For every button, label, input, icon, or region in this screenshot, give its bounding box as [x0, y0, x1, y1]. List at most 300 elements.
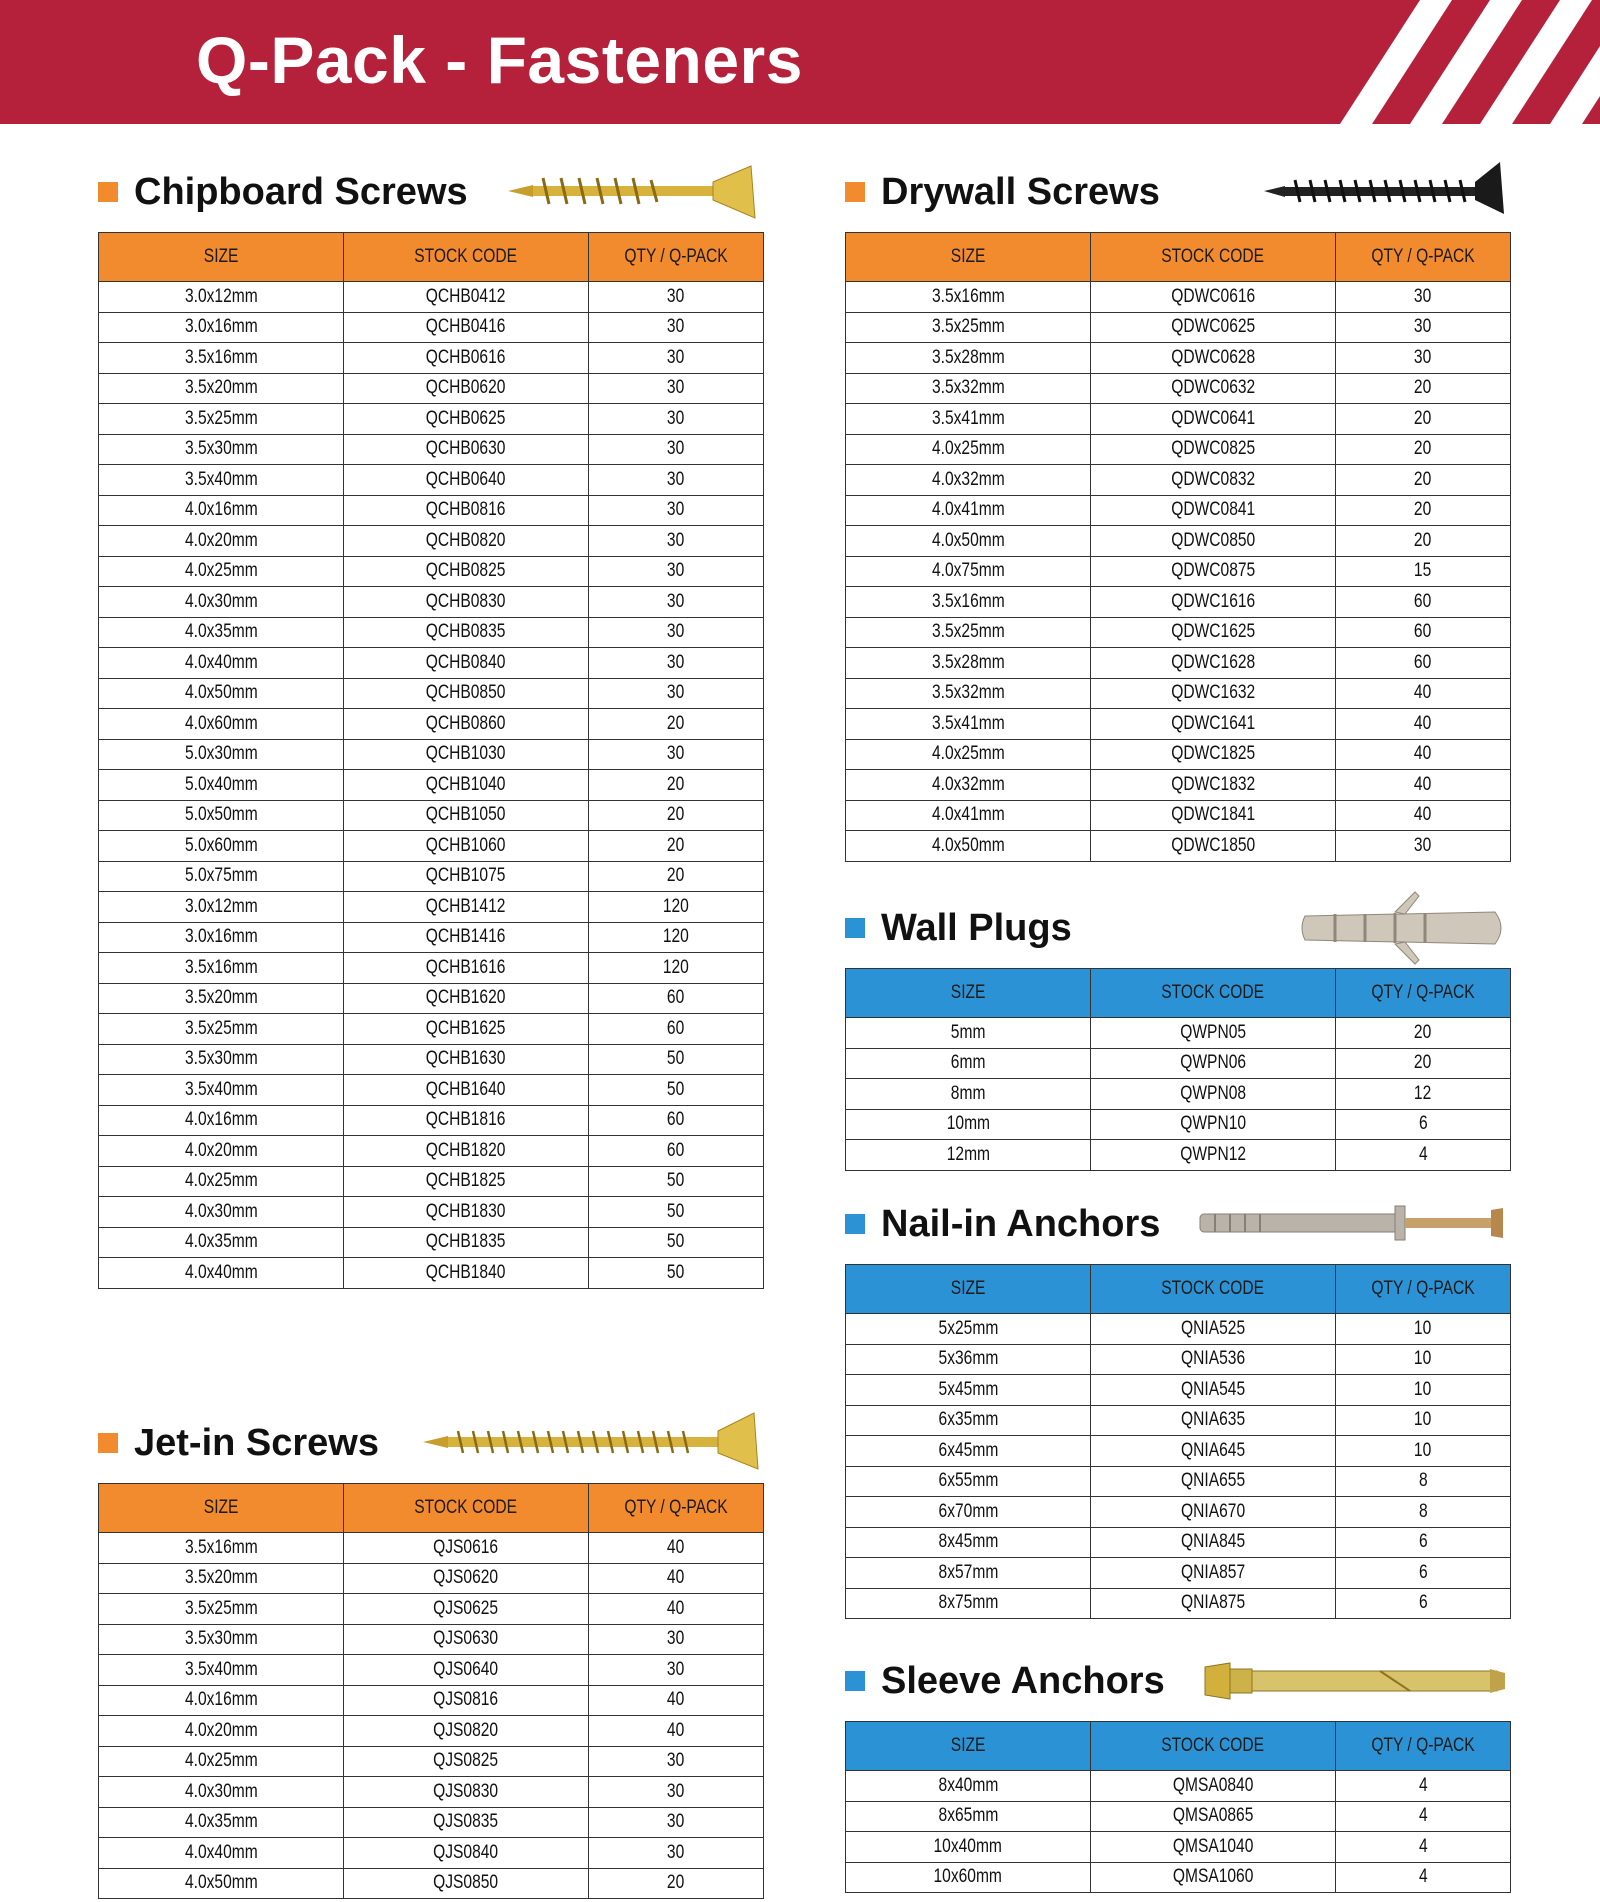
size-cell: 5.0x30mm	[99, 739, 344, 770]
section-title: Sleeve Anchors	[881, 1660, 1165, 1702]
qty-cell: 6	[1336, 1558, 1511, 1589]
table-row	[846, 1405, 1511, 1436]
table-row	[846, 739, 1511, 770]
sleeve-anchor-icon	[1200, 1641, 1510, 1721]
size-cell: 4.0x32mm	[846, 770, 1091, 801]
table-row	[846, 1344, 1511, 1375]
size-cell: 4.0x50mm	[99, 678, 344, 709]
stock-code-cell: QDWC1850	[1091, 831, 1336, 862]
table-row	[99, 1166, 764, 1197]
size-cell: 4.0x25mm	[99, 556, 344, 587]
qty-cell: 20	[589, 800, 764, 831]
table-row	[846, 1018, 1511, 1049]
qty-cell: 120	[589, 892, 764, 923]
size-cell: 3.5x41mm	[846, 404, 1091, 435]
table-row	[99, 1075, 764, 1106]
table-row	[99, 1868, 764, 1899]
size-cell: 3.5x20mm	[99, 1563, 344, 1594]
page-banner	[0, 0, 1600, 124]
qty-cell: 4	[1336, 1140, 1511, 1171]
column-header-stock-code: STOCK CODE	[1091, 969, 1336, 1018]
stock-code-cell: QCHB0625	[344, 404, 589, 435]
column-header-size: SIZE	[846, 969, 1091, 1018]
column-header-size: SIZE	[99, 233, 344, 282]
stock-code-cell: QCHB0616	[344, 343, 589, 374]
size-cell: 3.5x16mm	[99, 1533, 344, 1564]
qty-cell: 60	[1336, 648, 1511, 679]
table-row	[846, 1109, 1511, 1140]
section-marker	[845, 1214, 865, 1234]
size-cell: 8x57mm	[846, 1558, 1091, 1589]
table-row	[846, 678, 1511, 709]
qty-cell: 40	[589, 1685, 764, 1716]
stock-code-cell: QCHB0835	[344, 617, 589, 648]
table-row	[99, 1746, 764, 1777]
section-chipboard	[98, 152, 764, 1289]
table-row	[99, 404, 764, 435]
qty-cell: 30	[1336, 282, 1511, 313]
table-row	[846, 1588, 1511, 1619]
size-cell: 3.0x16mm	[99, 312, 344, 343]
table-row	[99, 800, 764, 831]
size-cell: 4.0x20mm	[99, 526, 344, 557]
stock-code-cell: QWPN08	[1091, 1079, 1336, 1110]
section-jetin	[98, 1403, 764, 1899]
table-row	[99, 434, 764, 465]
size-cell: 3.5x20mm	[99, 373, 344, 404]
size-cell: 5x25mm	[846, 1314, 1091, 1345]
stock-code-cell: QCHB0816	[344, 495, 589, 526]
qty-cell: 10	[1336, 1405, 1511, 1436]
qty-cell: 8	[1336, 1466, 1511, 1497]
section-title: Jet-in Screws	[134, 1422, 379, 1464]
qty-cell: 20	[589, 831, 764, 862]
stock-code-cell: QJS0625	[344, 1594, 589, 1625]
size-cell: 4.0x50mm	[99, 1868, 344, 1899]
size-cell: 4.0x20mm	[99, 1136, 344, 1167]
size-cell: 3.5x25mm	[99, 404, 344, 435]
stock-code-cell: QDWC0632	[1091, 373, 1336, 404]
table-row	[846, 770, 1511, 801]
column-header-qty: QTY / Q-PACK	[589, 233, 764, 282]
qty-cell: 6	[1336, 1588, 1511, 1619]
table-row	[846, 1497, 1511, 1528]
size-cell: 3.5x28mm	[846, 343, 1091, 374]
size-cell: 3.5x40mm	[99, 1075, 344, 1106]
stock-code-cell: QWPN12	[1091, 1140, 1336, 1171]
qty-cell: 30	[589, 1777, 764, 1808]
stock-code-cell: QJS0616	[344, 1533, 589, 1564]
table-row	[99, 922, 764, 953]
size-cell: 4.0x40mm	[99, 1258, 344, 1289]
table-row	[99, 1563, 764, 1594]
size-cell: 3.5x30mm	[99, 434, 344, 465]
stock-code-cell: QCHB1825	[344, 1166, 589, 1197]
size-cell: 6x55mm	[846, 1466, 1091, 1497]
section-title: Drywall Screws	[881, 171, 1160, 213]
stock-code-cell: QJS0835	[344, 1807, 589, 1838]
qty-cell: 4	[1336, 1832, 1511, 1863]
size-cell: 4.0x30mm	[99, 587, 344, 618]
table-row	[846, 556, 1511, 587]
size-cell: 3.5x40mm	[99, 1655, 344, 1686]
stock-code-cell: QNIA655	[1091, 1466, 1336, 1497]
stock-code-cell: QCHB0830	[344, 587, 589, 618]
stock-code-cell: QDWC1628	[1091, 648, 1336, 679]
chipboard-table	[98, 232, 764, 1289]
qty-cell: 20	[589, 770, 764, 801]
table-row	[99, 1838, 764, 1869]
qty-cell: 40	[589, 1533, 764, 1564]
size-cell: 5mm	[846, 1018, 1091, 1049]
qty-cell: 20	[1336, 495, 1511, 526]
section-title: Nail-in Anchors	[881, 1203, 1161, 1245]
section-nailin	[845, 1184, 1511, 1619]
size-cell: 4.0x40mm	[99, 648, 344, 679]
qty-cell: 30	[589, 404, 764, 435]
stock-code-cell: QMSA1040	[1091, 1832, 1336, 1863]
stock-code-cell: QNIA536	[1091, 1344, 1336, 1375]
size-cell: 4.0x16mm	[99, 1105, 344, 1136]
table-row	[99, 1105, 764, 1136]
column-header-qty: QTY / Q-PACK	[1336, 233, 1511, 282]
stock-code-cell: QJS0825	[344, 1746, 589, 1777]
table-row	[846, 465, 1511, 496]
wallplugs-table	[845, 968, 1511, 1171]
table-row	[99, 709, 764, 740]
qty-cell: 50	[589, 1166, 764, 1197]
table-row	[846, 1558, 1511, 1589]
size-cell: 4.0x20mm	[99, 1716, 344, 1747]
stock-code-cell: QCHB1620	[344, 983, 589, 1014]
table-row	[99, 495, 764, 526]
stock-code-cell: QMSA0840	[1091, 1771, 1336, 1802]
stock-code-cell: QMSA0865	[1091, 1801, 1336, 1832]
qty-cell: 40	[1336, 678, 1511, 709]
stock-code-cell: QCHB1830	[344, 1197, 589, 1228]
stock-code-cell: QNIA525	[1091, 1314, 1336, 1345]
qty-cell: 30	[589, 556, 764, 587]
table-row	[846, 343, 1511, 374]
stripes-decoration	[0, 0, 1600, 124]
stock-code-cell: QDWC0625	[1091, 312, 1336, 343]
size-cell: 3.5x32mm	[846, 678, 1091, 709]
stock-code-cell: QDWC0628	[1091, 343, 1336, 374]
table-row	[99, 892, 764, 923]
size-cell: 3.5x25mm	[99, 1014, 344, 1045]
size-cell: 10mm	[846, 1109, 1091, 1140]
table-row	[99, 983, 764, 1014]
qty-cell: 20	[1336, 1018, 1511, 1049]
qty-cell: 30	[1336, 831, 1511, 862]
table-row	[99, 1197, 764, 1228]
stock-code-cell: QCHB0620	[344, 373, 589, 404]
size-cell: 4.0x32mm	[846, 465, 1091, 496]
size-cell: 3.5x25mm	[846, 312, 1091, 343]
stock-code-cell: QCHB0640	[344, 465, 589, 496]
qty-cell: 30	[589, 343, 764, 374]
table-row	[99, 1624, 764, 1655]
size-cell: 3.0x12mm	[99, 282, 344, 313]
qty-cell: 10	[1336, 1344, 1511, 1375]
stock-code-cell: QDWC0841	[1091, 495, 1336, 526]
size-cell: 4.0x40mm	[99, 1838, 344, 1869]
stock-code-cell: QCHB1625	[344, 1014, 589, 1045]
stock-code-cell: QCHB0820	[344, 526, 589, 557]
size-cell: 4.0x50mm	[846, 526, 1091, 557]
stock-code-cell: QDWC0832	[1091, 465, 1336, 496]
stock-code-cell: QCHB0860	[344, 709, 589, 740]
jetin-screw-icon	[418, 1403, 763, 1483]
stock-code-cell: QJS0816	[344, 1685, 589, 1716]
qty-cell: 30	[589, 617, 764, 648]
column-header-qty: QTY / Q-PACK	[1336, 1722, 1511, 1771]
size-cell: 4.0x60mm	[99, 709, 344, 740]
stock-code-cell: QJS0850	[344, 1868, 589, 1899]
table-row	[99, 556, 764, 587]
table-row	[99, 953, 764, 984]
section-marker	[845, 918, 865, 938]
section-marker	[845, 182, 865, 202]
qty-cell: 60	[1336, 617, 1511, 648]
column-header-stock-code: STOCK CODE	[1091, 1265, 1336, 1314]
column-header-size: SIZE	[846, 1265, 1091, 1314]
stock-code-cell: QJS0830	[344, 1777, 589, 1808]
table-row	[846, 1832, 1511, 1863]
stock-code-cell: QDWC0850	[1091, 526, 1336, 557]
table-row	[846, 1466, 1511, 1497]
stock-code-cell: QWPN10	[1091, 1109, 1336, 1140]
stock-code-cell: QDWC1625	[1091, 617, 1336, 648]
table-row	[99, 1716, 764, 1747]
qty-cell: 20	[1336, 526, 1511, 557]
table-row	[846, 404, 1511, 435]
qty-cell: 30	[589, 495, 764, 526]
size-cell: 4.0x35mm	[99, 617, 344, 648]
table-row	[846, 495, 1511, 526]
stock-code-cell: QCHB1820	[344, 1136, 589, 1167]
size-cell: 10x40mm	[846, 1832, 1091, 1863]
stock-code-cell: QJS0820	[344, 1716, 589, 1747]
table-row	[99, 1807, 764, 1838]
table-row	[99, 1777, 764, 1808]
size-cell: 6x70mm	[846, 1497, 1091, 1528]
stock-code-cell: QCHB1412	[344, 892, 589, 923]
section-title: Chipboard Screws	[134, 171, 468, 213]
table-row	[846, 434, 1511, 465]
stock-code-cell: QCHB0850	[344, 678, 589, 709]
section-drywall	[845, 152, 1511, 862]
size-cell: 10x60mm	[846, 1862, 1091, 1893]
column-header-stock-code: STOCK CODE	[1091, 1722, 1336, 1771]
qty-cell: 50	[589, 1258, 764, 1289]
qty-cell: 20	[589, 861, 764, 892]
stock-code-cell: QCHB1416	[344, 922, 589, 953]
qty-cell: 40	[1336, 770, 1511, 801]
stock-code-cell: QCHB0825	[344, 556, 589, 587]
section-marker	[98, 182, 118, 202]
table-row	[99, 282, 764, 313]
stock-code-cell: QCHB0412	[344, 282, 589, 313]
table-row	[99, 648, 764, 679]
stock-code-cell: QCHB1835	[344, 1227, 589, 1258]
jetin-table	[98, 1483, 764, 1899]
qty-cell: 30	[589, 1838, 764, 1869]
table-row	[846, 526, 1511, 557]
stock-code-cell: QDWC1832	[1091, 770, 1336, 801]
qty-cell: 8	[1336, 1497, 1511, 1528]
size-cell: 5.0x40mm	[99, 770, 344, 801]
qty-cell: 40	[589, 1563, 764, 1594]
size-cell: 5x45mm	[846, 1375, 1091, 1406]
size-cell: 6x35mm	[846, 1405, 1091, 1436]
table-row	[846, 1079, 1511, 1110]
qty-cell: 10	[1336, 1375, 1511, 1406]
qty-cell: 20	[1336, 434, 1511, 465]
stock-code-cell: QCHB1030	[344, 739, 589, 770]
table-row	[99, 526, 764, 557]
size-cell: 4.0x75mm	[846, 556, 1091, 587]
table-row	[99, 617, 764, 648]
size-cell: 3.5x16mm	[99, 953, 344, 984]
table-row	[99, 1533, 764, 1564]
qty-cell: 30	[589, 1655, 764, 1686]
stock-code-cell: QCHB1816	[344, 1105, 589, 1136]
size-cell: 3.5x25mm	[846, 617, 1091, 648]
qty-cell: 4	[1336, 1862, 1511, 1893]
table-row	[99, 678, 764, 709]
size-cell: 5.0x50mm	[99, 800, 344, 831]
size-cell: 4.0x50mm	[846, 831, 1091, 862]
stock-code-cell: QDWC0825	[1091, 434, 1336, 465]
section-sleeve	[845, 1641, 1511, 1893]
qty-cell: 50	[589, 1227, 764, 1258]
qty-cell: 30	[589, 373, 764, 404]
table-row	[846, 1436, 1511, 1467]
table-row	[846, 1527, 1511, 1558]
qty-cell: 30	[589, 282, 764, 313]
qty-cell: 10	[1336, 1436, 1511, 1467]
wall-plug-icon	[1295, 888, 1510, 968]
table-row	[99, 1258, 764, 1289]
table-row	[99, 465, 764, 496]
size-cell: 4.0x35mm	[99, 1227, 344, 1258]
qty-cell: 15	[1336, 556, 1511, 587]
table-row	[846, 312, 1511, 343]
stock-code-cell: QNIA845	[1091, 1527, 1336, 1558]
qty-cell: 30	[589, 739, 764, 770]
qty-cell: 30	[589, 465, 764, 496]
table-row	[99, 343, 764, 374]
table-row	[846, 831, 1511, 862]
stock-code-cell: QDWC1632	[1091, 678, 1336, 709]
chipboard-screw-icon	[503, 152, 763, 232]
size-cell: 3.5x41mm	[846, 709, 1091, 740]
qty-cell: 30	[589, 526, 764, 557]
qty-cell: 120	[589, 922, 764, 953]
table-row	[846, 1140, 1511, 1171]
size-cell: 6mm	[846, 1048, 1091, 1079]
size-cell: 6x45mm	[846, 1436, 1091, 1467]
size-cell: 4.0x25mm	[99, 1166, 344, 1197]
size-cell: 3.5x32mm	[846, 373, 1091, 404]
column-header-size: SIZE	[846, 233, 1091, 282]
stock-code-cell: QJS0840	[344, 1838, 589, 1869]
stock-code-cell: QDWC1616	[1091, 587, 1336, 618]
qty-cell: 40	[589, 1716, 764, 1747]
table-row	[846, 1375, 1511, 1406]
qty-cell: 40	[1336, 800, 1511, 831]
size-cell: 4.0x41mm	[846, 800, 1091, 831]
qty-cell: 20	[1336, 373, 1511, 404]
qty-cell: 50	[589, 1044, 764, 1075]
qty-cell: 60	[589, 1136, 764, 1167]
stock-code-cell: QCHB0416	[344, 312, 589, 343]
stock-code-cell: QCHB1050	[344, 800, 589, 831]
size-cell: 4.0x25mm	[846, 739, 1091, 770]
qty-cell: 30	[589, 1746, 764, 1777]
qty-cell: 6	[1336, 1527, 1511, 1558]
stock-code-cell: QNIA545	[1091, 1375, 1336, 1406]
qty-cell: 6	[1336, 1109, 1511, 1140]
qty-cell: 30	[589, 678, 764, 709]
size-cell: 3.5x16mm	[846, 282, 1091, 313]
stock-code-cell: QNIA635	[1091, 1405, 1336, 1436]
qty-cell: 30	[1336, 312, 1511, 343]
qty-cell: 60	[589, 1014, 764, 1045]
qty-cell: 30	[589, 312, 764, 343]
section-marker	[845, 1671, 865, 1691]
qty-cell: 30	[589, 648, 764, 679]
qty-cell: 40	[589, 1594, 764, 1625]
size-cell: 4.0x30mm	[99, 1197, 344, 1228]
table-row	[846, 1801, 1511, 1832]
size-cell: 3.5x25mm	[99, 1594, 344, 1625]
stock-code-cell: QNIA645	[1091, 1436, 1336, 1467]
qty-cell: 20	[589, 709, 764, 740]
table-row	[99, 831, 764, 862]
table-row	[99, 1227, 764, 1258]
qty-cell: 30	[589, 434, 764, 465]
size-cell: 3.5x28mm	[846, 648, 1091, 679]
table-row	[846, 648, 1511, 679]
qty-cell: 30	[1336, 343, 1511, 374]
stock-code-cell: QCHB1616	[344, 953, 589, 984]
table-row	[99, 1594, 764, 1625]
size-cell: 5.0x75mm	[99, 861, 344, 892]
stock-code-cell: QCHB1840	[344, 1258, 589, 1289]
size-cell: 3.5x20mm	[99, 983, 344, 1014]
stock-code-cell: QJS0620	[344, 1563, 589, 1594]
size-cell: 5x36mm	[846, 1344, 1091, 1375]
size-cell: 4.0x16mm	[99, 495, 344, 526]
table-row	[846, 1314, 1511, 1345]
table-row	[846, 709, 1511, 740]
size-cell: 8x40mm	[846, 1771, 1091, 1802]
stock-code-cell: QNIA857	[1091, 1558, 1336, 1589]
qty-cell: 10	[1336, 1314, 1511, 1345]
size-cell: 8x45mm	[846, 1527, 1091, 1558]
qty-cell: 60	[589, 983, 764, 1014]
table-row	[99, 861, 764, 892]
qty-cell: 4	[1336, 1801, 1511, 1832]
qty-cell: 12	[1336, 1079, 1511, 1110]
stock-code-cell: QNIA875	[1091, 1588, 1336, 1619]
table-row	[99, 739, 764, 770]
stock-code-cell: QDWC1841	[1091, 800, 1336, 831]
table-row	[99, 587, 764, 618]
column-header-qty: QTY / Q-PACK	[1336, 969, 1511, 1018]
